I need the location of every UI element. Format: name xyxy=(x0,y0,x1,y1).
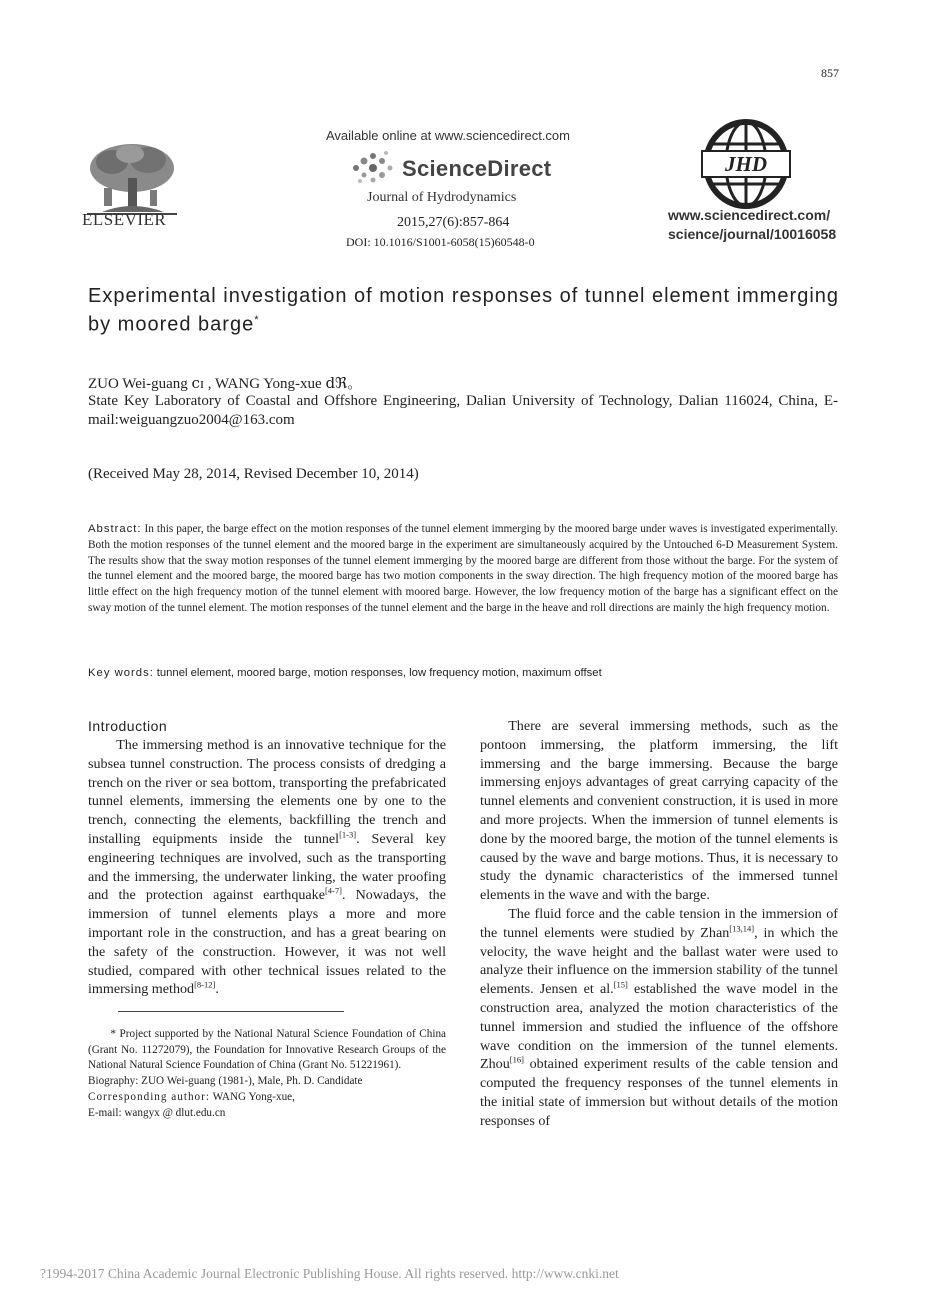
intro-paragraph-3: The fluid force and the cable tension in the immersion of the tunnel elements were studied by Zhan[13,14], in which the velocity, the wave height and the ballast water were used to analyze their influence on the immersion stability of the tunnel elements. Jensen et al.[15] established the wave model in the construction area, analyzed the motion characteristics of the tunnel immersion and studied the influence of the offshore wave condition on the immersion of the tunnel elements. Zhou[16] obtained experiment results of the cable tension and computed the frequency responses of the tunnel elements in the initial state of immersion but without details of the motion responses of xyxy=(480,905,838,1129)
title-footnote-mark: * xyxy=(254,314,260,326)
sciencedirect-dots-icon xyxy=(348,148,398,188)
keywords-label: Key words: xyxy=(88,667,154,679)
keywords xyxy=(88,667,838,679)
body-column-left xyxy=(88,717,446,999)
citation-ref[interactable]: [15] xyxy=(613,979,628,990)
citation-ref[interactable]: [1-3] xyxy=(339,829,357,840)
sciencedirect-wordmark: ScienceDirect xyxy=(402,156,552,181)
article-title xyxy=(88,284,840,337)
citation-ref[interactable]: [8-12] xyxy=(194,979,216,990)
section-heading-introduction: Introduction xyxy=(88,718,168,734)
journal-name: Journal of Hydrodynamics xyxy=(367,190,517,205)
copyright-footer: ?1994-2017 China Academic Journal Electronic Publishing House. All rights reserved. http://www.cnki.net xyxy=(40,1266,619,1281)
svg-text:JHD: JHD xyxy=(725,152,767,176)
citation-ref[interactable]: [4-7] xyxy=(324,885,342,896)
footnote-biography: Biography: ZUO Wei-guang (1981-), Male, Ph. D. Candidate xyxy=(88,1075,363,1088)
journal-url xyxy=(668,206,848,244)
abstract xyxy=(88,522,838,617)
title-text: Experimental investigation of motion responses of tunnel element immerging by moored barge xyxy=(88,285,840,336)
corresponding-name: WANG Yong-xue, xyxy=(209,1090,295,1103)
citation-ref[interactable]: [13,14] xyxy=(729,923,755,934)
citation-ref[interactable]: [16] xyxy=(509,1054,524,1065)
keywords-text: tunnel element, moored barge, motion responses, low frequency motion, maximum offset xyxy=(156,667,602,679)
body-column-right xyxy=(480,717,838,1131)
page-number: 857 xyxy=(821,66,839,80)
authors: ZUO Wei-guang ⅽɪ , WANG Yong-xue ⅾℜ。 xyxy=(88,376,363,392)
intro-paragraph-2: There are several immersing methods, such as the pontoon immersing, the platform immersing, the lift immersing and the barge immersing. Because the barge immersing enjoys advantages of great carrying capacity of the tunnel elements and convenient construction, it is used in more and more projects. When the immersion of tunnel elements is done by the moored barge, the motion of the tunnel elements is caused by the wave and barge motions. Thus, it is necessary to study the dynamic characteristics of the immersed tunnel elements in the wave and with the barge. xyxy=(480,718,838,904)
corresponding-label: Corresponding author: xyxy=(88,1090,210,1103)
jhd-globe-logo xyxy=(696,118,796,216)
available-online-text: Available online at www.sciencedirect.com xyxy=(326,128,570,143)
footnotes xyxy=(88,1027,446,1121)
footnote-project: * Project supported by the National Natural Science Foundation of China (Grant No. 11272079), the Foundation for Innovative Research Groups of the National Natural Science Foundation of China (Grant No. 51221961). xyxy=(88,1028,446,1072)
footnote-divider xyxy=(118,1011,344,1012)
journal-url-line1: www.sciencedirect.com/ xyxy=(668,207,831,223)
doi: DOI: 10.1016/S1001-6058(15)60548-0 xyxy=(346,235,535,249)
abstract-label: Abstract: xyxy=(88,523,142,535)
footnote-corresponding xyxy=(88,1090,446,1106)
abstract-text: In this paper, the barge effect on the motion responses of the tunnel element immerging by the moored barge under waves is investigated experimentally. Both the motion responses of the tunnel element and the moored barge in the experiment are simultaneously acquired by the Untouched 6-D Measurement System. The results show that the sway motion responses of the tunnel element immerging by the moored barge are different from those without the barge. For the system of the tunnel element and the moored barge, the moored barge has two motion components in the sway direction. The high frequency motion of the moored barge has little effect on the high frequency motion of the tunnel element with moored barge. However, the low frequency motion of the barge has a significant effect on the sway motion of the tunnel element. The motion responses of the tunnel element and the barge in the heave and roll directions are mainly the high frequency motion. xyxy=(88,523,838,614)
intro-paragraph-1: The immersing method is an innovative technique for the subsea tunnel construction. The process consists of dredging a trench on the river or sea bottom, transporting the prefabricated tunnel elements, immersing the elements one by one to the trench, connecting the elements, backfilling the trench and installing equipments inside the tunnel[1-3]. Several key engineering techniques are involved, such as the transporting and the immersing, the underwater linking, the water proofing and the protection against earthquake[4-7]. Nowadays, the immersion of tunnel elements plays a more and more important role in the construction, and has a great bearing on the safety of the construction. However, it was not well studied, compared with other technical issues related to the immersing method[8-12]. xyxy=(88,737,446,998)
elsevier-wordmark: ELSEVIER xyxy=(82,210,167,229)
affiliation: State Key Laboratory of Coastal and Offshore Engineering, Dalian University of Technology, Dalian 116024, China, E-mail:weiguangzuo2004@163.com xyxy=(88,393,838,428)
journal-url-line2: science/journal/10016058 xyxy=(668,226,837,242)
received-dates: (Received May 28, 2014, Revised December 10, 2014) xyxy=(88,466,419,482)
citation: 2015,27(6):857-864 xyxy=(397,215,510,230)
footnote-email: E-mail: wangyx @ dlut.edu.cn xyxy=(88,1106,226,1119)
